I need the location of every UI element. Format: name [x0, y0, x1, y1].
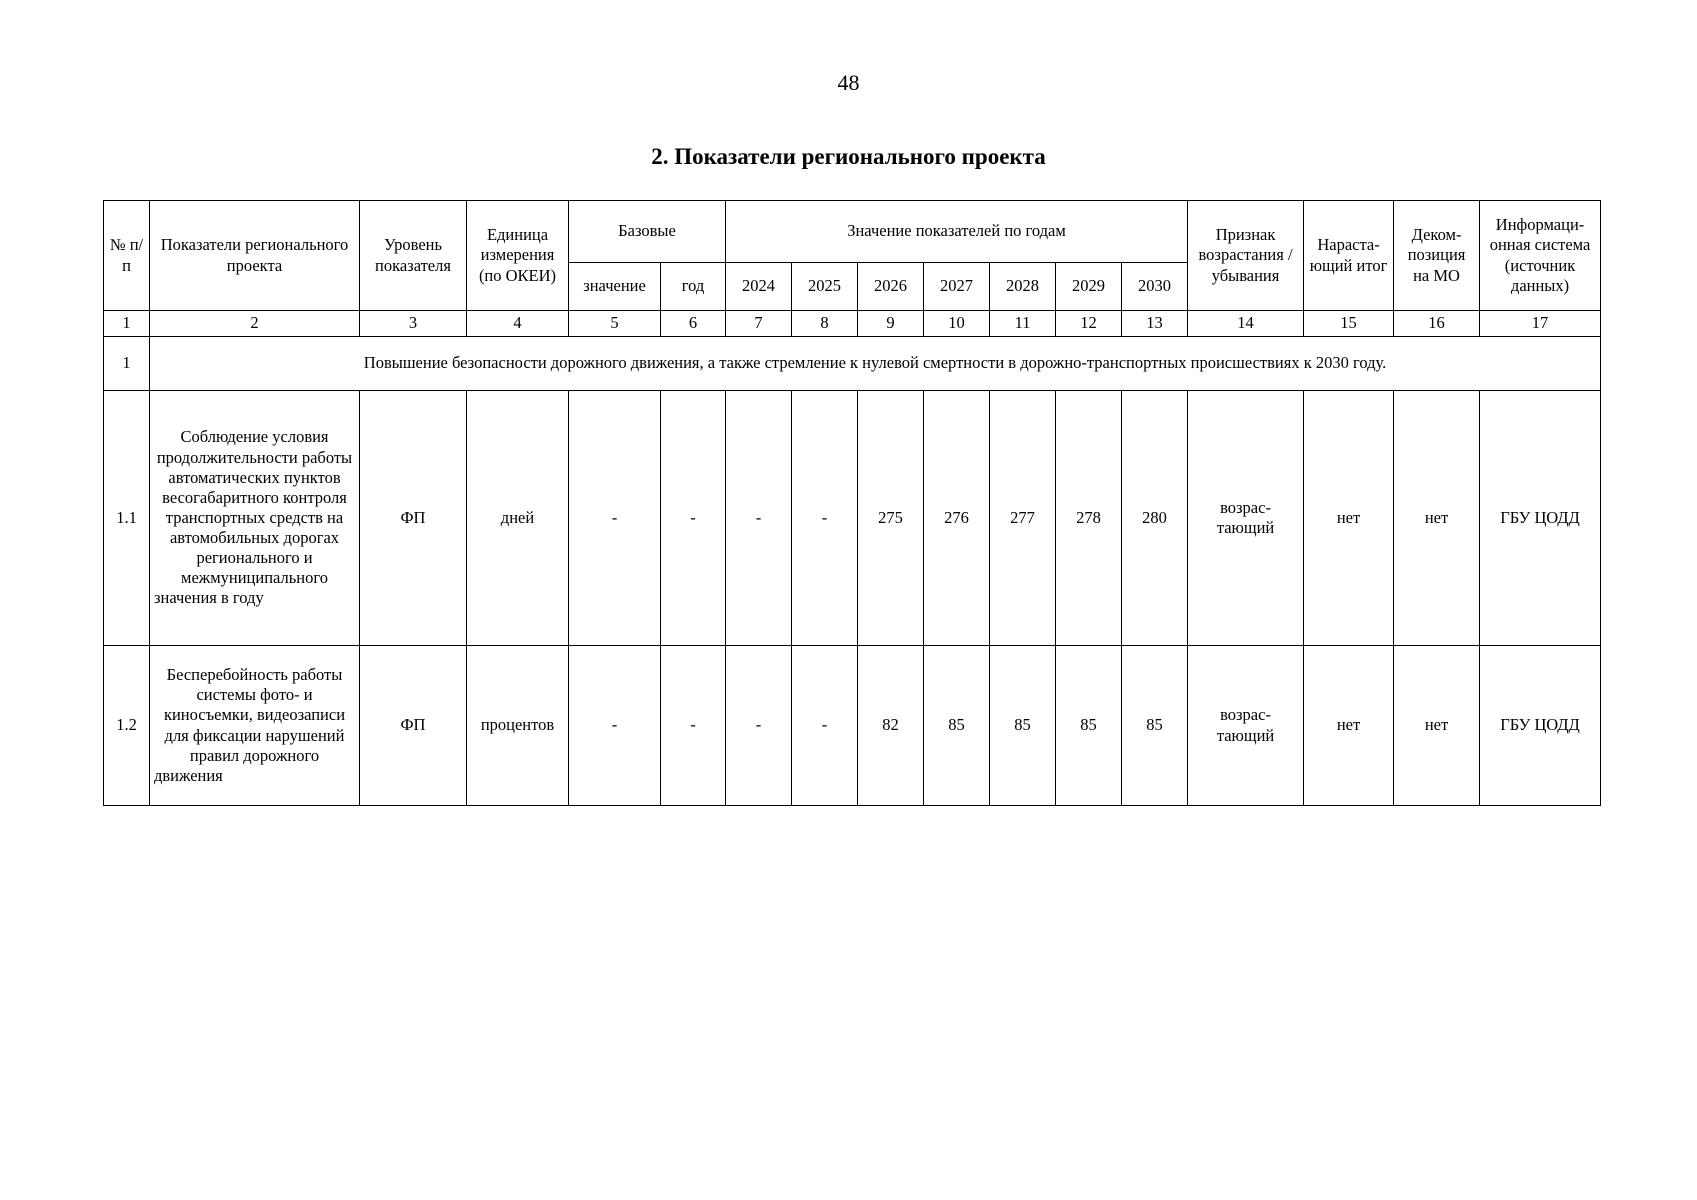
- header-num: № п/п: [104, 201, 150, 311]
- column-number: 10: [924, 311, 990, 337]
- header-base-year: год: [661, 263, 726, 311]
- row-year-value: 85: [1056, 646, 1122, 806]
- column-number-row: [104, 311, 1601, 337]
- row-year-value: -: [792, 391, 858, 646]
- header-year: 2028: [990, 263, 1056, 311]
- row-cumulative: нет: [1304, 391, 1394, 646]
- row-num: 1.1: [104, 391, 150, 646]
- goal-row: [104, 337, 1601, 391]
- column-number: 6: [661, 311, 726, 337]
- column-number: 8: [792, 311, 858, 337]
- column-number: 5: [569, 311, 661, 337]
- header-decomposition: Деком-позиция на МО: [1394, 201, 1480, 311]
- column-number: 12: [1056, 311, 1122, 337]
- row-base-year: -: [661, 646, 726, 806]
- column-number: 9: [858, 311, 924, 337]
- header-cumulative: Нараста-ющий итог: [1304, 201, 1394, 311]
- row-year-value: 275: [858, 391, 924, 646]
- row-year-value: 82: [858, 646, 924, 806]
- row-unit: процентов: [467, 646, 569, 806]
- header-year: 2027: [924, 263, 990, 311]
- row-base-value: -: [569, 646, 661, 806]
- header-row-1: [104, 201, 1601, 263]
- column-number: 14: [1188, 311, 1304, 337]
- row-year-value: -: [726, 391, 792, 646]
- header-year: 2030: [1122, 263, 1188, 311]
- header-year: 2025: [792, 263, 858, 311]
- header-values-by-year: Значение показателей по годам: [726, 201, 1188, 263]
- header-trend: Признак возрастания / убывания: [1188, 201, 1304, 311]
- row-base-value: -: [569, 391, 661, 646]
- row-year-value: 278: [1056, 391, 1122, 646]
- table-row: [104, 646, 1601, 806]
- header-year: 2024: [726, 263, 792, 311]
- column-number: 1: [104, 311, 150, 337]
- header-year: 2026: [858, 263, 924, 311]
- goal-text: Повышение безопасности дорожного движения, а также стремление к нулевой смертности в дорожно-транспортных происшествиях к 2030 году.: [150, 337, 1601, 391]
- header-indicators: Показатели регионального проекта: [150, 201, 360, 311]
- row-indicator-name: Соблюдение условия продолжительности работы автоматических пунктов весогабаритного контроля транспортных средств на автомобильных дорогах регионального и межмуниципального значения в году: [150, 391, 360, 646]
- table-row: [104, 391, 1601, 646]
- row-info-system: ГБУ ЦОДД: [1480, 646, 1601, 806]
- row-level: ФП: [360, 646, 467, 806]
- row-base-year: -: [661, 391, 726, 646]
- header-year: 2029: [1056, 263, 1122, 311]
- row-year-value: 276: [924, 391, 990, 646]
- header-level: Уровень показателя: [360, 201, 467, 311]
- row-unit: дней: [467, 391, 569, 646]
- header-info-system: Информаци-онная система (источник данных): [1480, 201, 1601, 311]
- row-year-value: -: [726, 646, 792, 806]
- row-year-value: 277: [990, 391, 1056, 646]
- row-year-value: -: [792, 646, 858, 806]
- row-trend: возрас-тающий: [1188, 646, 1304, 806]
- row-info-system: ГБУ ЦОДД: [1480, 391, 1601, 646]
- header-unit: Единица измерения (по ОКЕИ): [467, 201, 569, 311]
- header-base: Базовые: [569, 201, 726, 263]
- row-decomposition: нет: [1394, 391, 1480, 646]
- column-number: 17: [1480, 311, 1601, 337]
- row-num: 1.2: [104, 646, 150, 806]
- row-year-value: 85: [1122, 646, 1188, 806]
- header-base-value: значение: [569, 263, 661, 311]
- column-number: 16: [1394, 311, 1480, 337]
- column-number: 13: [1122, 311, 1188, 337]
- column-number: 3: [360, 311, 467, 337]
- row-year-value: 280: [1122, 391, 1188, 646]
- page-number: 48: [837, 70, 860, 95]
- column-number: 11: [990, 311, 1056, 337]
- row-trend: возрас-тающий: [1188, 391, 1304, 646]
- row-year-value: 85: [990, 646, 1056, 806]
- column-number: 2: [150, 311, 360, 337]
- column-number: 4: [467, 311, 569, 337]
- row-year-value: 85: [924, 646, 990, 806]
- section-title: 2. Показатели регионального проекта: [651, 144, 1046, 169]
- column-number: 7: [726, 311, 792, 337]
- row-indicator-name: Бесперебойность работы системы фото- и киносъемки, видеозаписи для фиксации нарушений правил дорожного движения: [150, 646, 360, 806]
- row-cumulative: нет: [1304, 646, 1394, 806]
- indicators-table: [103, 200, 1601, 806]
- column-number: 15: [1304, 311, 1394, 337]
- row-level: ФП: [360, 391, 467, 646]
- goal-num: 1: [104, 337, 150, 391]
- row-decomposition: нет: [1394, 646, 1480, 806]
